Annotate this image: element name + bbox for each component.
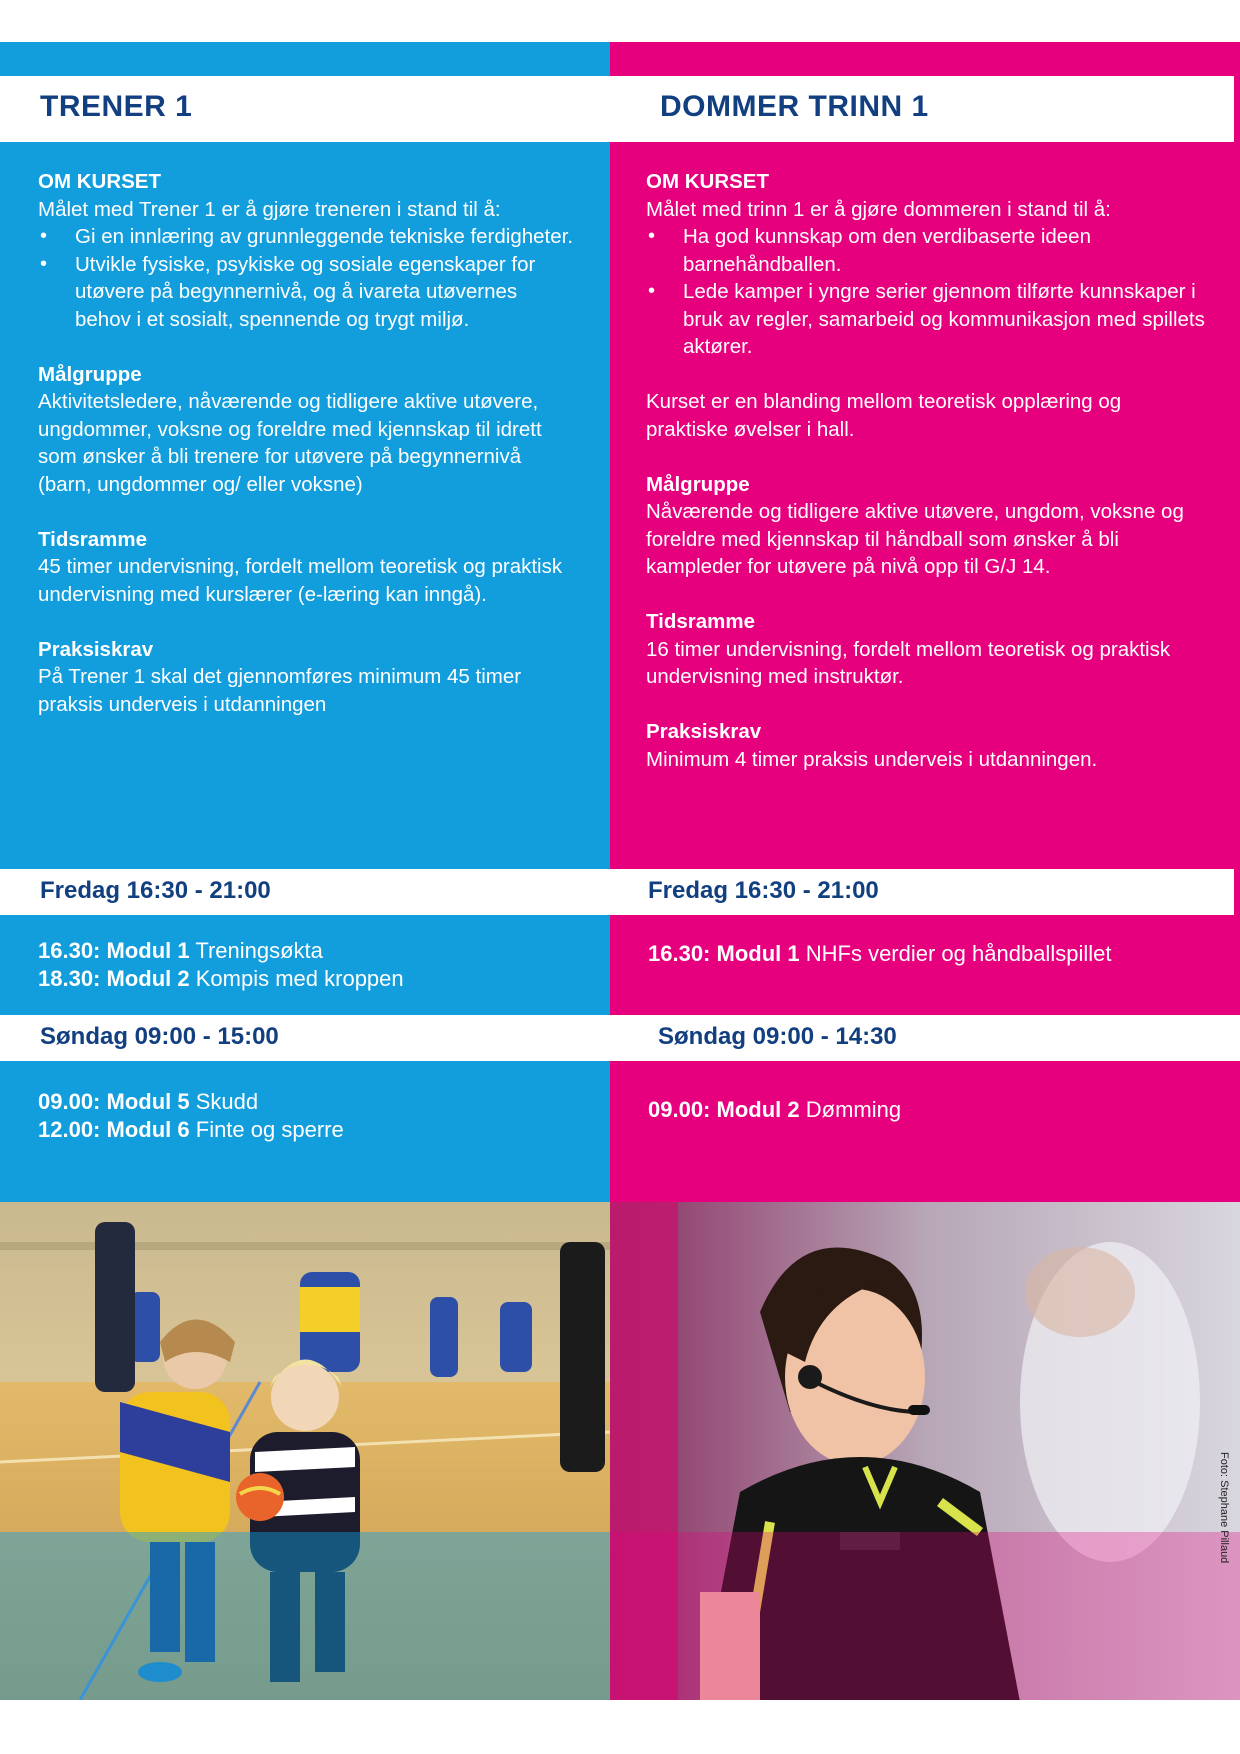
schedule-item: 09.00: Modul 2 Dømming <box>648 1097 902 1122</box>
goal-item: • Lede kamper i yngre serier gjennom tilførte kunnskaper i bruk av regler, samarbeid og kommunikasjon med spillets aktører. <box>646 278 1206 361</box>
goal-item: • Utvikle fysiske, psykiske og sosiale egenskaper for utøvere på begynnernivå, og å ivareta utøvernes behov i et sosialt, spennende og trygt miljø. <box>38 251 578 334</box>
schedule-item: 18.30: Modul 2 Kompis med kroppen <box>38 966 404 991</box>
malgruppe-heading: Målgruppe <box>38 362 142 386</box>
trener-column <box>0 42 610 1700</box>
sunday-schedule <box>38 1088 344 1144</box>
course-description <box>38 168 578 746</box>
om-kurset-intro: Målet med Trener 1 er å gjøre treneren i stand til å: <box>38 197 501 221</box>
photo-credit: Foto: Stephane Pillaud <box>1218 1452 1230 1564</box>
goal-item: • Gi en innlæring av grunnleggende tekniske ferdigheter. <box>38 223 578 251</box>
column-title: DOMMER TRINN 1 <box>660 90 929 123</box>
goal-item: • Ha god kunnskap om den verdibaserte ideen barnehåndballen. <box>646 223 1206 278</box>
tidsramme-text: 45 timer undervisning, fordelt mellom teoretisk og praktisk undervisning med kurslærer (e-læring kan inngå). <box>38 555 563 606</box>
day-label: Fredag 16:30 - 21:00 <box>40 877 271 904</box>
praksiskrav-heading: Praksiskrav <box>646 720 762 743</box>
schedule-item: 12.00: Modul 6 Finte og sperre <box>38 1117 344 1142</box>
column-title: TRENER 1 <box>40 90 193 123</box>
title-band <box>610 76 1234 142</box>
om-kurset-heading: OM KURSET <box>646 170 769 193</box>
photo-tint <box>0 1532 610 1700</box>
goal-list <box>646 223 1206 361</box>
day-label: Søndag 09:00 - 14:30 <box>658 1023 897 1050</box>
schedule-item: 09.00: Modul 5 Skudd <box>38 1089 259 1114</box>
referee-photo <box>610 1202 1240 1700</box>
day-band-sunday <box>610 1015 1240 1061</box>
photo-tint <box>610 1532 1240 1700</box>
praksiskrav-text: På Trener 1 skal det gjennomføres minimum 45 timer praksis underveis i utdanningen <box>38 665 522 716</box>
schedule-item: 16.30: Modul 1 NHFs verdier og håndballspillet <box>648 941 1112 966</box>
praksiskrav-heading: Praksiskrav <box>38 637 154 661</box>
title-band <box>0 76 610 142</box>
schedule-item: 16.30: Modul 1 Treningsøkta <box>38 938 323 963</box>
tidsramme-heading: Tidsramme <box>38 527 148 551</box>
day-band-friday <box>610 869 1234 915</box>
day-label: Søndag 09:00 - 15:00 <box>40 1023 279 1050</box>
day-label: Fredag 16:30 - 21:00 <box>648 877 879 904</box>
malgruppe-heading: Målgruppe <box>646 472 750 496</box>
goal-list <box>38 223 578 333</box>
tidsramme-text: 16 timer undervisning, fordelt mellom teoretisk og praktisk undervisning med instruktør. <box>646 637 1171 688</box>
day-band-sunday <box>0 1015 610 1061</box>
malgruppe-text: Nåværende og tidligere aktive utøvere, ungdom, voksne og foreldre med kjennskap til håndball som ønsker å bli kampleder for utøvere på nivå opp til G/J 14. <box>646 500 1184 578</box>
dommer-column <box>610 42 1240 1700</box>
handball-kids-photo <box>0 1202 610 1700</box>
malgruppe-text: Aktivitetsledere, nåværende og tidligere aktive utøvere, ungdommer, voksne og foreldre med kjennskap til idrett som ønsker å bli trenere for utøvere på begynnernivå (barn, ungdommer og/ eller voksne) <box>38 390 542 496</box>
day-band-friday <box>0 869 610 915</box>
sunday-schedule <box>648 1096 901 1124</box>
friday-schedule <box>38 937 404 993</box>
tidsramme-heading: Tidsramme <box>646 610 756 633</box>
om-kurset-intro: Målet med trinn 1 er å gjøre dommeren i stand til å: <box>646 197 1111 221</box>
om-kurset-heading: OM KURSET <box>38 170 161 193</box>
blanding-text: Kurset er en blanding mellom teoretisk opplæring og praktiske øvelser i hall. <box>646 390 1122 441</box>
praksiskrav-text: Minimum 4 timer praksis underveis i utdanningen. <box>646 747 1098 771</box>
friday-schedule <box>648 940 1111 968</box>
course-description <box>646 168 1206 801</box>
